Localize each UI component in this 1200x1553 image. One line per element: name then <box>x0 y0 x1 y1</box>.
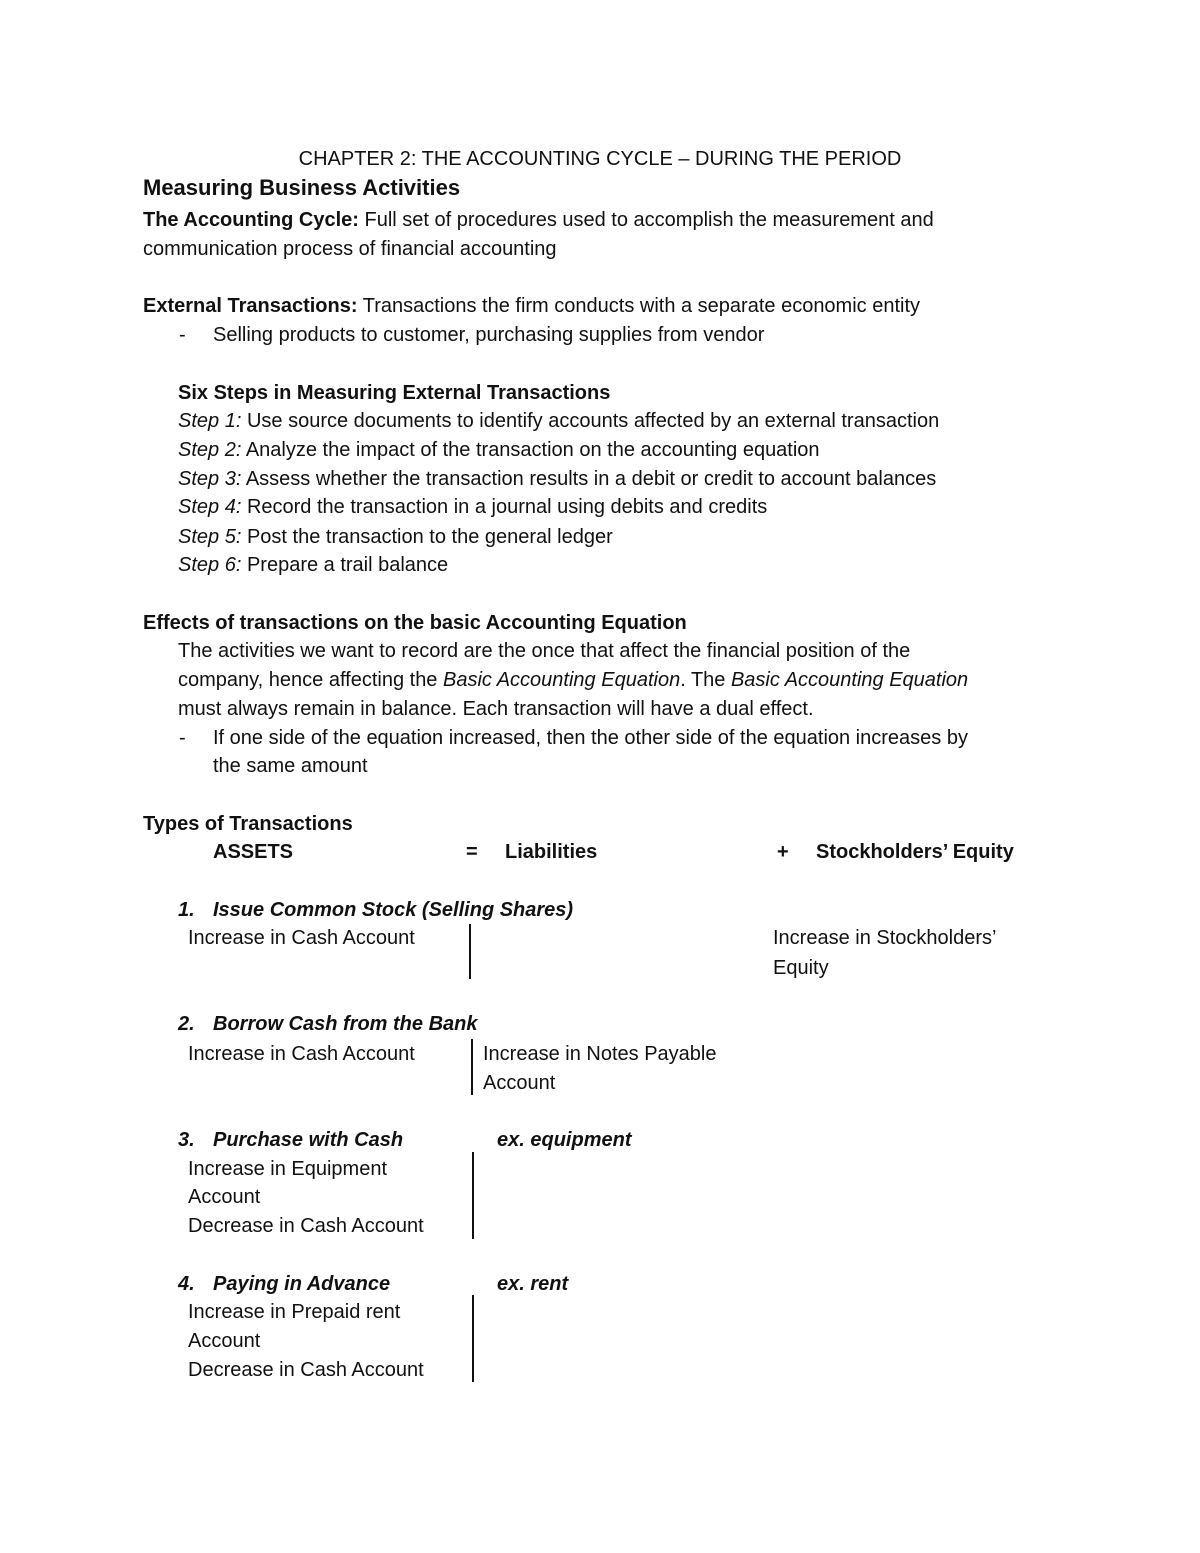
equity-effect: Increase in Stockholders’ <box>773 927 997 949</box>
types-heading: Types of Transactions <box>143 813 353 835</box>
liabilities-effect: Increase in Notes Payable <box>483 1043 717 1065</box>
effects-text: company, hence affecting the <box>178 669 443 691</box>
assets-effect: Increase in Cash Account <box>188 927 415 949</box>
transaction-title: Borrow Cash from the Bank <box>213 1013 478 1035</box>
transaction-example: ex. equipment <box>497 1129 632 1151</box>
assets-effect: Account <box>188 1186 261 1208</box>
transaction-title: Issue Common Stock (Selling Shares) <box>213 899 574 921</box>
accounting-cycle-text-cont: communication process of financial accounting <box>143 238 557 260</box>
column-plus: + <box>777 841 789 863</box>
equity-effect: Equity <box>773 957 829 979</box>
column-equals: = <box>466 841 478 863</box>
effects-bullet: If one side of the equation increased, then the other side of the equation increases by <box>213 727 968 749</box>
step-label: Step 6: <box>178 554 242 576</box>
effects-paragraph: The activities we want to record are the once that affect the financial position of the <box>178 640 911 662</box>
transaction-number: 2. <box>178 1013 195 1035</box>
transaction-number: 1. <box>178 899 195 921</box>
six-steps-heading: Six Steps in Measuring External Transactions <box>178 382 611 404</box>
step-label: Step 1: <box>178 410 242 432</box>
step-label: Step 2: <box>178 439 242 461</box>
step-item <box>178 552 448 578</box>
effects-heading: Effects of transactions on the basic Accounting Equation <box>143 612 687 634</box>
bullet-dash: - <box>179 727 186 749</box>
column-assets: ASSETS <box>213 841 294 863</box>
chapter-title: CHAPTER 2: THE ACCOUNTING CYCLE – DURING THE PERIOD <box>298 148 902 170</box>
liabilities-effect: Account <box>483 1072 556 1094</box>
step-item <box>178 494 767 520</box>
step-text: Use source documents to identify accounts affected by an external transaction <box>241 410 940 432</box>
external-transactions-text: Transactions the firm conducts with a separate economic entity <box>357 295 921 317</box>
t-account-divider <box>469 924 471 979</box>
step-text: Record the transaction in a journal using debits and credits <box>241 496 768 518</box>
step-item <box>178 466 936 492</box>
step-label: Step 5: <box>178 526 242 548</box>
assets-effect: Decrease in Cash Account <box>188 1215 424 1237</box>
transaction-number: 4. <box>178 1273 195 1295</box>
accounting-cycle-term: The Accounting Cycle: <box>143 209 359 231</box>
step-text: Post the transaction to the general ledger <box>241 526 613 548</box>
t-account-divider <box>472 1152 474 1239</box>
t-account-divider <box>471 1039 473 1095</box>
step-text: Analyze the impact of the transaction on the accounting equation <box>241 439 820 461</box>
transaction-number: 3. <box>178 1129 195 1151</box>
column-equity: Stockholders’ Equity <box>816 841 1014 863</box>
assets-effect: Increase in Cash Account <box>188 1043 415 1065</box>
section-heading: Measuring Business Activities <box>143 175 461 200</box>
step-item <box>178 437 820 463</box>
transaction-title: Paying in Advance <box>213 1273 391 1295</box>
accounting-cycle-definition <box>143 207 934 233</box>
transaction-example: ex. rent <box>497 1273 569 1295</box>
assets-effect: Increase in Equipment <box>188 1158 388 1180</box>
effects-bullet-cont: the same amount <box>213 755 368 777</box>
assets-effect: Account <box>188 1330 261 1352</box>
t-account-divider <box>472 1295 474 1382</box>
bullet-dash: - <box>179 324 186 346</box>
external-transactions-bullet: Selling products to customer, purchasing supplies from vendor <box>213 324 765 346</box>
step-label: Step 4: <box>178 496 242 518</box>
equation-term: Basic Accounting Equation <box>443 669 681 691</box>
step-text: Prepare a trail balance <box>241 554 449 576</box>
external-transactions-term: External Transactions: <box>143 295 358 317</box>
transaction-title: Purchase with Cash <box>213 1129 404 1151</box>
effects-text: . The <box>680 669 731 691</box>
effects-paragraph <box>178 667 968 693</box>
external-transactions-definition <box>143 293 920 319</box>
step-item <box>178 408 939 434</box>
assets-effect: Decrease in Cash Account <box>188 1359 424 1381</box>
accounting-cycle-text: Full set of procedures used to accomplish the measurement and <box>358 209 934 231</box>
step-text: Assess whether the transaction results in a debit or credit to account balances <box>241 468 937 490</box>
step-label: Step 3: <box>178 468 242 490</box>
effects-paragraph: must always remain in balance. Each transaction will have a dual effect. <box>178 698 814 720</box>
assets-effect: Increase in Prepaid rent <box>188 1301 401 1323</box>
column-liabilities: Liabilities <box>505 841 598 863</box>
equation-term: Basic Accounting Equation <box>730 669 969 691</box>
step-item <box>178 524 613 550</box>
